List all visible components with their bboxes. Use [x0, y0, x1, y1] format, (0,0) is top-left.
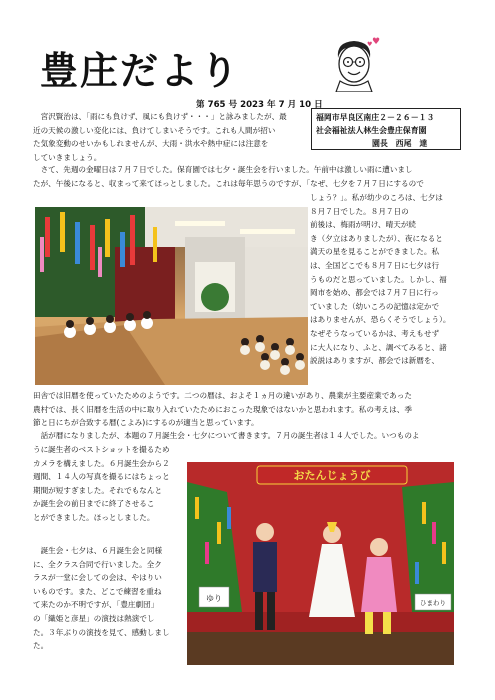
- paragraph-intro: [33, 110, 287, 164]
- address-box: [311, 108, 461, 150]
- text-line: うものだと思っていました。しかし、福: [310, 274, 447, 284]
- text-line: の「織姫と彦星」の演技は熱演でし: [33, 613, 155, 623]
- banner-text: おたんじょうび: [293, 469, 371, 482]
- text-line: 近の天候の激しい変化には、負けてしまいそうです。これも人間が招い: [33, 125, 276, 135]
- text-line: ラスが一堂に会しての会は、やはりい: [33, 573, 162, 583]
- address-line: 福岡市早良区南庄２－２６－１３: [316, 113, 435, 122]
- text-line: 農村では、長く旧暦を生活の中に取り入れていたためにおこった現象ではないかと思われます。私の考えは、季: [33, 404, 412, 414]
- text-line: とができました。ほっとしました。: [33, 512, 155, 522]
- newsletter-title: 豊庄だより: [40, 48, 241, 93]
- text-line: いものです。また、どこで練習を重ね: [33, 586, 162, 596]
- director-name: 園長 西尾 達: [372, 139, 428, 148]
- text-line: しょう？」。私が幼少のころは、七夕は: [310, 193, 443, 202]
- text-line: 満天の星を見ることができました。私: [310, 247, 440, 257]
- paragraph-tanabata: [33, 163, 424, 190]
- text-line: ていました（幼いころの記憶は定かで: [310, 301, 440, 311]
- text-line: に、全クラス合同で行いました。全ク: [33, 559, 162, 569]
- sign-left-text: ゆり: [206, 594, 222, 603]
- text-line: は、全国どこでも８月７日に七夕は行: [310, 260, 440, 270]
- text-line: はありませんが、恐らくそうでしょう）。: [310, 315, 451, 325]
- text-line: 前後は、梅雨が明け、晴天が続: [310, 220, 417, 230]
- text-line: て来たのか不明ですが、「豊庄劇団」: [33, 600, 159, 610]
- text-line: していきましょう。: [33, 152, 102, 162]
- heart-icon: ♥: [372, 37, 381, 47]
- text-line: 期間が短すぎました。それでもなんと: [33, 485, 163, 495]
- text-line: 節と日にちが合致する暦(こよみ)にするのが適当と思っています。: [33, 418, 259, 428]
- paragraph-tanabata-side: [310, 191, 450, 368]
- issue-line: 第 765 号 2023 年 7 月 10 日: [196, 100, 323, 110]
- text-line: カメラを構えました。６月誕生会から２: [33, 458, 170, 468]
- text-line: さて、先週の金曜日は７月７日でした。保育園では七夕・誕生会を行いました。午前中は激しい雨に遭いまし: [33, 165, 413, 174]
- text-line: たが、午後になると、収まって来てほっとしました。これは毎年思うのですが、「なぜ、七夕を７月７日にするので: [33, 178, 424, 188]
- photo-tanabata-hall: [35, 207, 308, 385]
- text-line: 岡市を始め、都会では７月７日に行っ: [310, 288, 439, 298]
- text-line: き（夕立はありましたが）、夜になると: [310, 233, 443, 243]
- organization-name: 社会福祉法人林生会豊庄保育園: [316, 126, 427, 135]
- text-line: なぜそうなっているかは、考えもせず: [310, 328, 440, 338]
- photo-performance: [187, 462, 454, 665]
- paragraph-birthday: [33, 443, 170, 525]
- text-line: 説説はありますが、都会では新暦を、: [310, 356, 440, 366]
- text-line: 田舎では旧暦を使っていたためのようです。二つの暦は、およそ１ヵ月の違いがあり、農業が主要産業であった: [33, 391, 412, 400]
- heart-icon: ♥: [367, 41, 373, 48]
- text-line: た。３年ぶりの演技を見て、感動しまし: [33, 627, 170, 637]
- text-line: た気象変動のせいかもしれませんが、大雨・洪水や熱中症には注意を: [33, 139, 269, 149]
- paragraph-performance: [33, 544, 170, 653]
- paragraph-tanabata-tail: [33, 389, 412, 430]
- sign-right-text: ひまわり: [420, 599, 446, 607]
- text-line: ８月７日でした。８月７日の: [310, 206, 409, 216]
- text-line: 週間、１４人の写真を撮るにはちょっと: [33, 472, 170, 482]
- text-line: に大人になり、ふと、調べてみると、諸: [310, 342, 447, 352]
- text-line: 誕生会・七夕は、６月誕生会と同様: [33, 546, 163, 555]
- paragraph-birthday-first: 話が暦になりましたが、本題の７月誕生会・七夕について書きます。７月の誕生者は１４人でした。いつものよ: [33, 431, 420, 440]
- text-line: 宮沢賢治は、「雨にも負けず、風にも負けず・・・」と詠みましたが、最: [33, 112, 287, 121]
- text-line: うに誕生者のベストショットを撮るため: [33, 445, 170, 454]
- text-line: か誕生会の前日までに終了させるこ: [33, 499, 155, 509]
- text-line: た。: [33, 641, 49, 651]
